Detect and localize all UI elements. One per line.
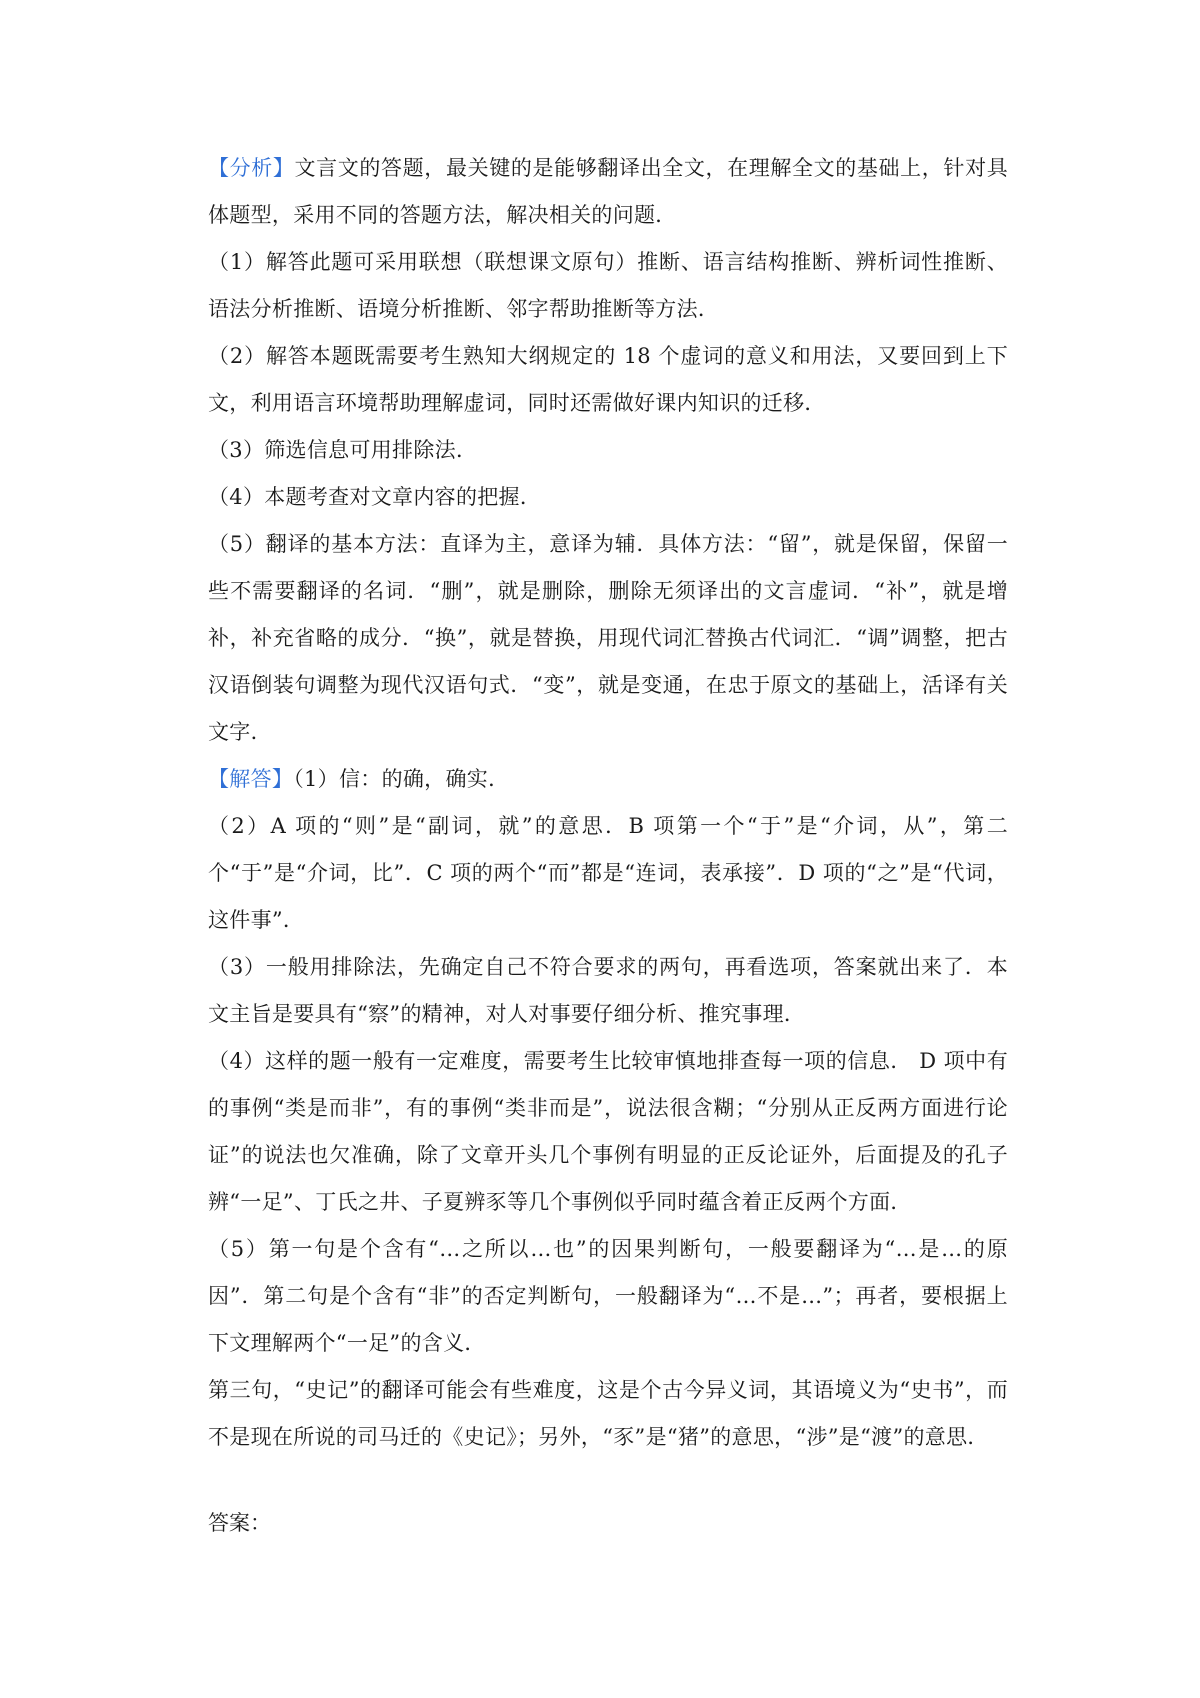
analysis-item-4: （4）本题考查对文章内容的把握． [208,485,542,509]
solution-item-2: （2）A 项的“则”是“副词，就”的意思．B 项第一个“于”是“介词，从”，第二个“于”是“介词，比”．C 项的两个“而”都是“连词，表承接”．D 项的“之”是“代词，这件事”． [208,814,1008,932]
analysis-intro-text: 文言文的答题，最关键的是能够翻译出全文，在理解全文的基础上，针对具体题型，采用不同的答题方法，解决相关的问题． [208,156,1008,227]
solution-item-5: （5）第一句是个含有“…之所以…也”的因果判断句，一般要翻译为“…是…的原因”．第二句是个含有“非”的否定判断句，一般翻译为“…不是…”；再者，要根据上下文理解两个“一足”的含义． [208,1237,1008,1355]
analysis-item-3: （3）筛选信息可用排除法． [208,438,478,462]
solution-item-4: （4）这样的题一般有一定难度，需要考生比较审慎地排查每一项的信息． D 项中有的事例“类是而非”，有的事例“类非而是”，说法很含糊；“分别从正反两方面进行论证”的说法也欠准确，除了文章开头几个事例有明显的正反论证外，后面提及的孔子辨“一足”、丁氏之井、子夏辨豕等几个事例似乎同时蕴含着正反两个方面． [208,1049,1008,1214]
analysis-item-5: （5）翻译的基本方法：直译为主，意译为辅．具体方法：“留”，就是保留，保留一些不需要翻译的名词．“删”，就是删除，删除无须译出的文言虚词．“补”，就是增补，补充省略的成分．“换”，就是替换，用现代词汇替换古代词汇．“调”调整，把古汉语倒装句调整为现代汉语句式．“变”，就是变通，在忠于原文的基础上，活译有关文字． [208,532,1008,744]
answer-label: 答案： [208,1511,271,1535]
solution-item-6: 第三句，“史记”的翻译可能会有些难度，这是个古今异义词，其语境义为“史书”，而不是现在所说的司马迁的《史记》；另外，“豕”是“猪”的意思，“涉”是“渡”的意思． [208,1378,1008,1449]
analysis-intro [208,145,1008,239]
solution-first [208,756,1008,803]
analysis-item-1: （1）解答此题可采用联想（联想课文原句）推断、语言结构推断、辨析词性推断、语法分析推断、语境分析推断、邻字帮助推断等方法． [208,250,1008,321]
analysis-item-2: （2）解答本题既需要考生熟知大纲规定的 18 个虚词的意义和用法，又要回到上下文，利用语言环境帮助理解虚词，同时还需做好课内知识的迁移． [208,344,1008,415]
solution-tag: 【解答】 [208,767,294,791]
document-body [208,145,1008,1461]
solution-first-text: （1）信：的确，确实． [293,767,510,791]
analysis-tag: 【分析】 [208,156,295,180]
solution-item-3: （3）一般用排除法，先确定自己不符合要求的两句，再看选项，答案就出来了．本文主旨是要具有“察”的精神，对人对事要仔细分析、推究事理． [208,955,1008,1026]
